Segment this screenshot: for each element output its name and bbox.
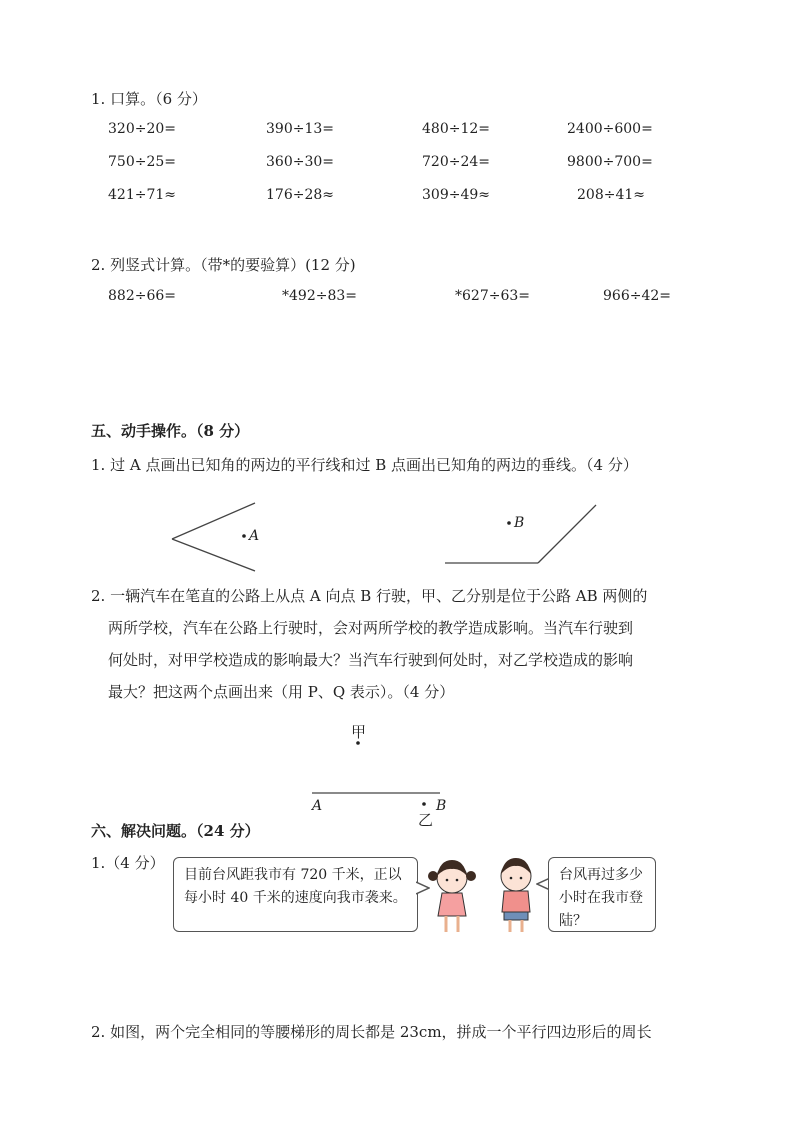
calc-item: 390÷13= (266, 121, 334, 137)
school-yi-point (422, 802, 426, 806)
s5-q2-line: 最大？把这两个点画出来（用 P、Q 表示）。（4 分） (108, 683, 455, 701)
angle-b (445, 505, 596, 563)
calc-item: 2400÷600= (567, 121, 653, 137)
q2-title: 2. 列竖式计算。（带*的要验算）(12 分) (91, 256, 356, 274)
vertical-calc-item: 966÷42= (603, 288, 671, 304)
children-illustration (424, 848, 548, 936)
speech-bubble-left: 目前台风距我市有 720 千米，正以每小时 40 千米的速度向我市袭来。 (173, 857, 418, 932)
s5-q1-text: 1. 过 A 点画出已知角的两边的平行线和过 B 点画出已知角的两边的垂线。（4 分） (91, 456, 638, 474)
point-a (242, 534, 246, 538)
point-b (507, 521, 511, 525)
vertical-calc-item: 882÷66= (108, 288, 176, 304)
calc-item: 320÷20= (108, 121, 176, 137)
s5-q2-line: 2. 一辆汽车在笔直的公路上从点 A 向点 B 行驶，甲、乙分别是位于公路 AB 两侧的 (91, 587, 648, 605)
calc-item: 208÷41≈ (577, 187, 645, 203)
calc-item: 360÷30= (266, 154, 334, 170)
calc-item: 9800÷700= (567, 154, 653, 170)
q1-title: 1. 口算。（6 分） (91, 90, 207, 108)
s5-q2-line: 何处时，对甲学校造成的影响最大？当汽车行驶到何处时，对乙学校造成的影响 (108, 651, 634, 669)
s5-q2-line: 两所学校，汽车在公路上行驶时，会对两所学校的教学造成影响。当汽车行驶到 (108, 619, 634, 637)
vertical-calc-item: *627÷63= (455, 288, 530, 304)
school-jia-label: 甲 (351, 723, 367, 741)
calc-item: 421÷71≈ (108, 187, 176, 203)
calc-item: 309÷49≈ (422, 187, 490, 203)
road-figure (300, 718, 460, 828)
speech-bubble-right: 台风再过多少小时在我市登陆？ (548, 857, 656, 932)
girl-figure (428, 860, 476, 932)
vertical-calc-item: *492÷83= (282, 288, 357, 304)
label-a: A (312, 798, 323, 814)
school-yi-label: 乙 (418, 811, 434, 828)
section6-heading: 六、解决问题。（24 分） (91, 822, 260, 840)
label-b: B (436, 798, 447, 814)
boy-figure (501, 858, 531, 932)
angle-figure (160, 495, 610, 575)
s6-q1-number: 1.（4 分） (91, 854, 165, 872)
label-b: B (514, 515, 525, 531)
label-a: A (249, 528, 260, 544)
calc-item: 480÷12= (422, 121, 490, 137)
calc-item: 720÷24= (422, 154, 490, 170)
s5-q2-text (91, 580, 647, 708)
s6-q2-text: 2. 如图，两个完全相同的等腰梯形的周长都是 23cm，拼成一个平行四边形后的周长 (91, 1023, 652, 1041)
school-jia-point (356, 741, 360, 745)
section5-heading: 五、动手操作。（8 分） (91, 422, 250, 440)
calc-item: 176÷28≈ (266, 187, 334, 203)
calc-item: 750÷25= (108, 154, 176, 170)
